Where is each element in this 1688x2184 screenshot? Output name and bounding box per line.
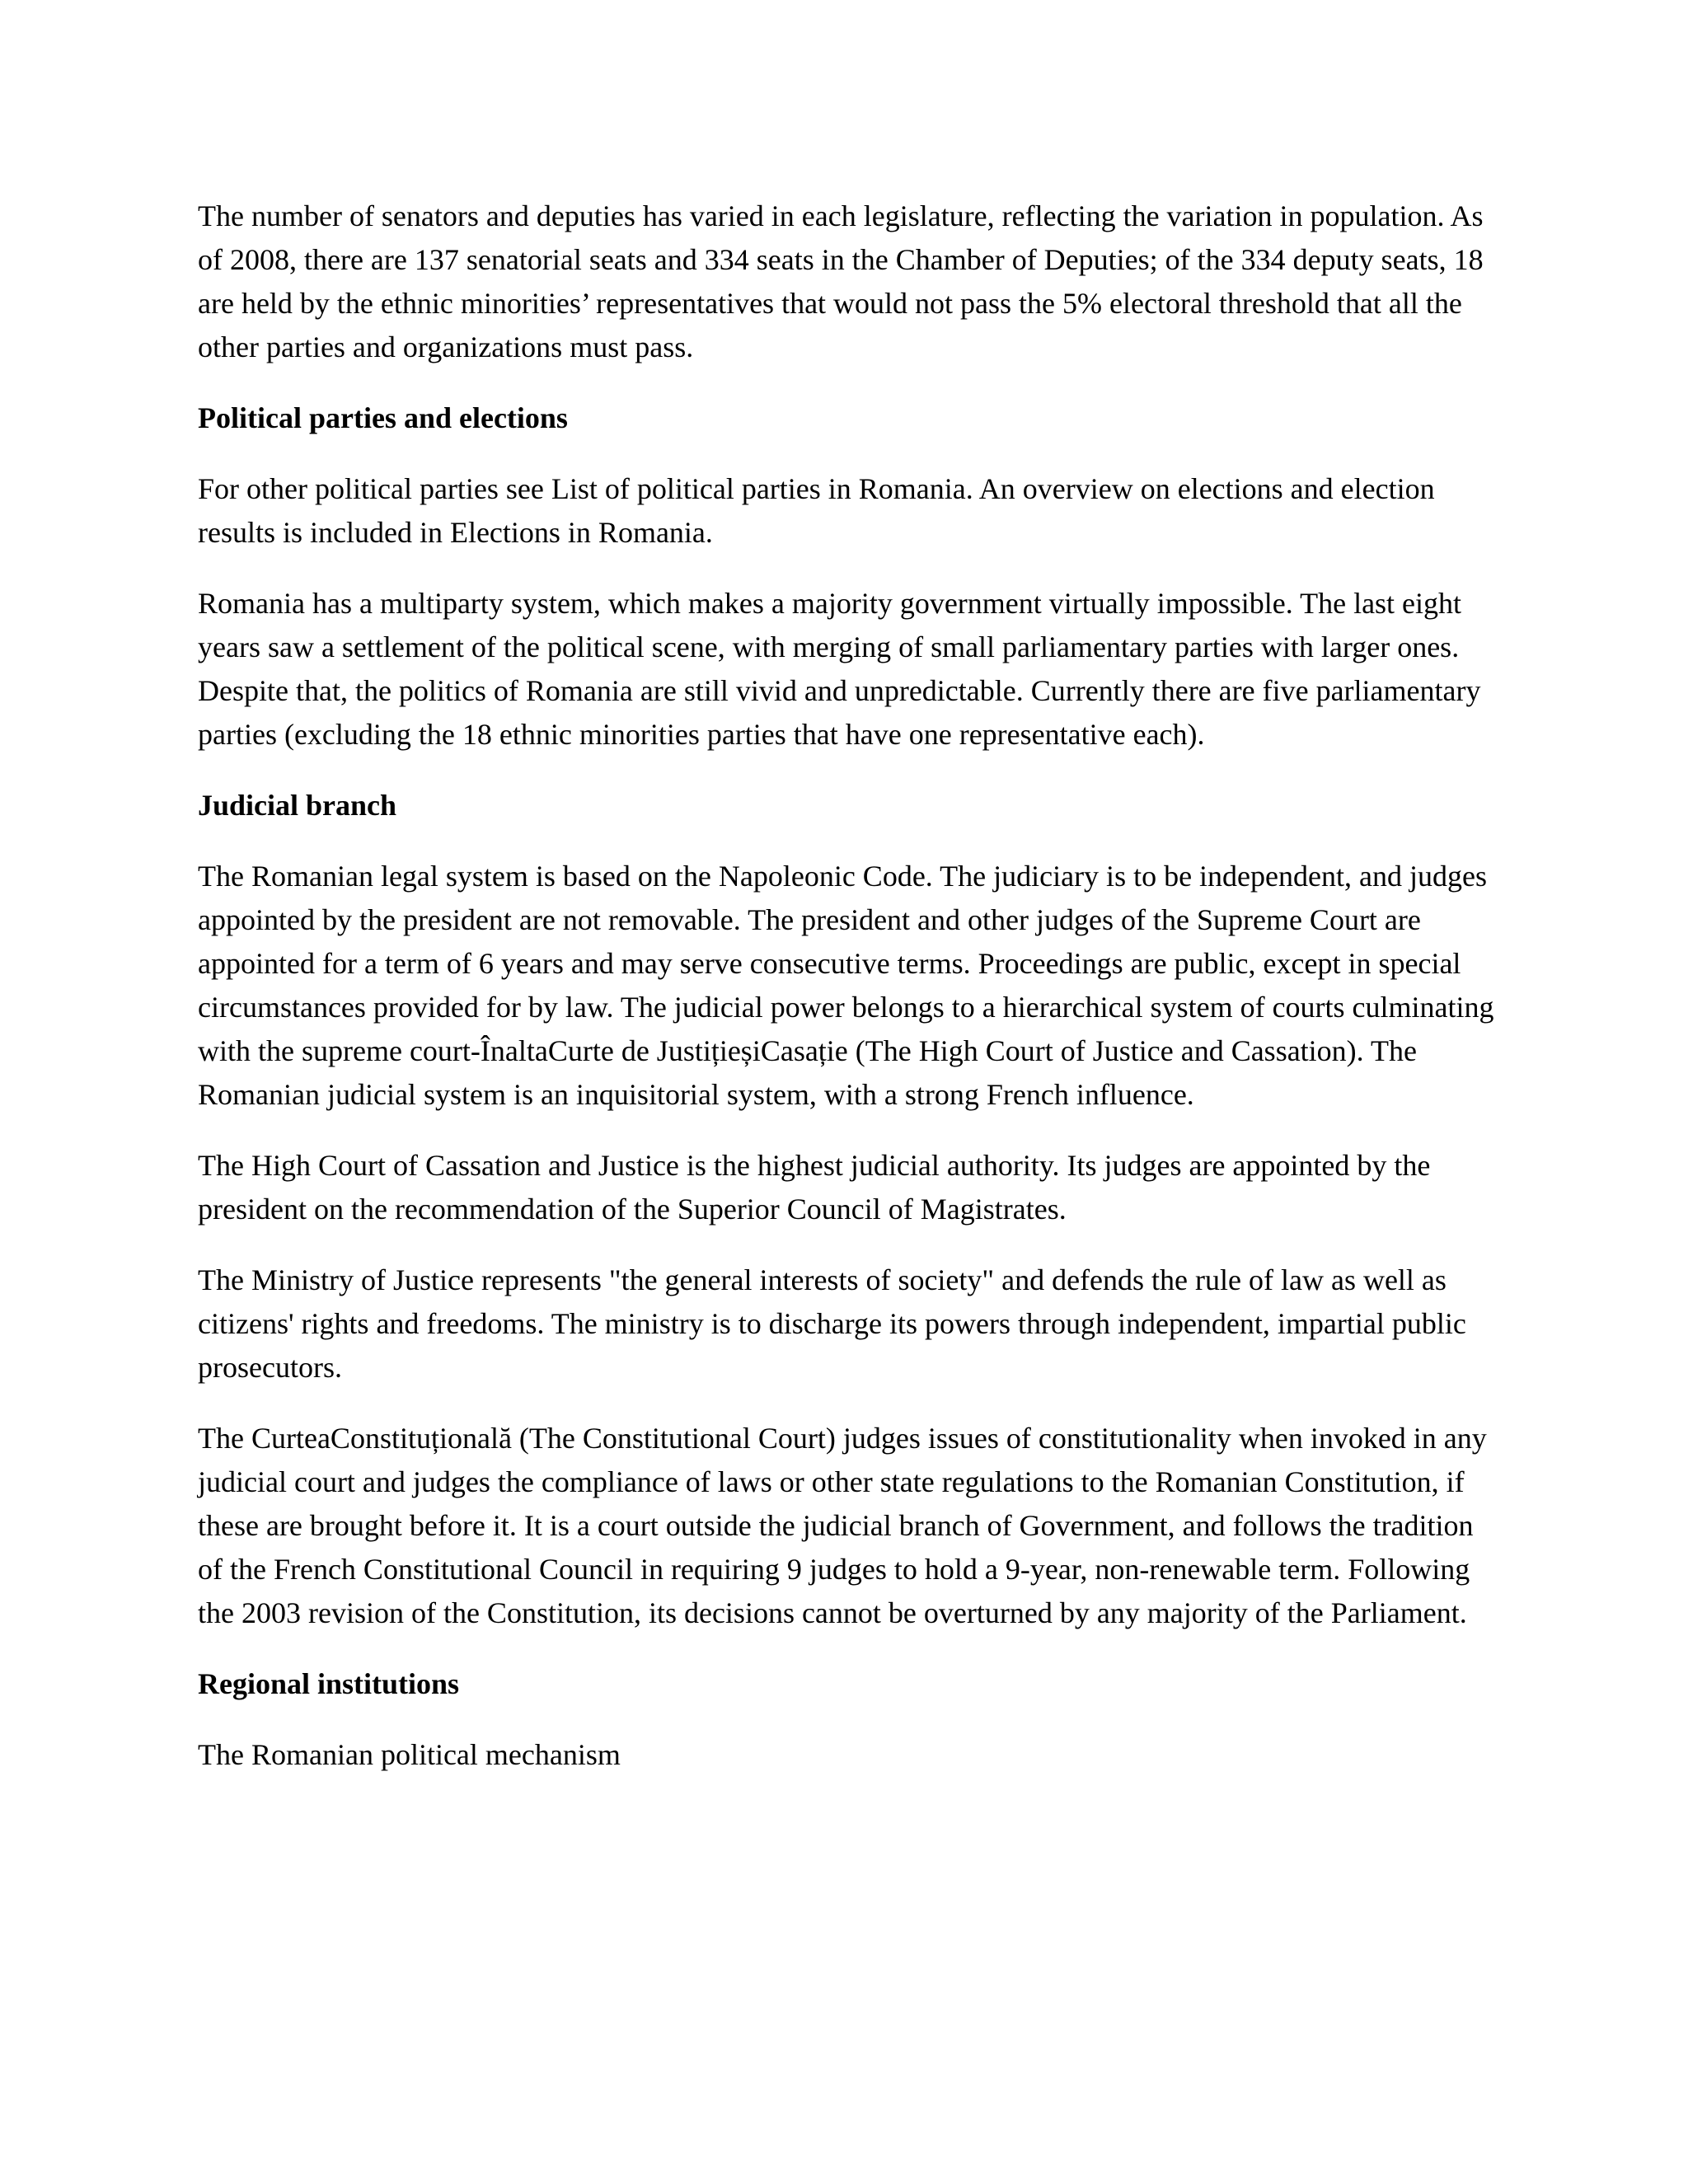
paragraph-legal-system: The Romanian legal system is based on the Napoleonic Code. The judiciary is to be independent, and judges appointed by the president are not removable. The president and other judges of the Supreme Court are appointed for a term of 6 years and may serve consecutive terms. Proceedings are public, except in special circumstances provided for by law. The judicial power belongs to a hierarchical system of courts culminating with the supreme court-ÎnaltaCurte de JustițieșiCasație (The High Court of Justice and Cassation). The Romanian judicial system is an inquisitorial system, with a strong French influence.: [198, 860, 1494, 1111]
heading-regional-institutions: Regional institutions: [198, 1667, 460, 1700]
paragraph-political-mechanism: The Romanian political mechanism: [198, 1738, 621, 1771]
heading-political-parties: Political parties and elections: [198, 401, 568, 434]
paragraph-high-court: The High Court of Cassation and Justice is the highest judicial authority. Its judges are appointed by the president on the recommendation of the Superior Council of Magistrates.: [198, 1149, 1431, 1226]
paragraph-ministry-justice: The Ministry of Justice represents "the general interests of society" and defends the rule of law as well as citizens' rights and freedoms. The ministry is to discharge its powers through independent, impartial public prosecutors.: [198, 1263, 1466, 1384]
document-body: [198, 194, 1500, 1804]
paragraph-other-parties: For other political parties see List of political parties in Romania. An overview on elections and election results is included in Elections in Romania.: [198, 472, 1435, 549]
paragraph-legislature-seats: The number of senators and deputies has varied in each legislature, reflecting the variation in population. As of 2008, there are 137 senatorial seats and 334 seats in the Chamber of Deputies; of the 334 deputy seats, 18 are held by the ethnic minorities’ representatives that would not pass the 5% electoral threshold that all the other parties and organizations must pass.: [198, 199, 1484, 363]
paragraph-constitutional-court: The CurteaConstituțională (The Constitutional Court) judges issues of constitutionality when invoked in any judicial court and judges the compliance of laws or other state regulations to the Romanian Constitution, if these are brought before it. It is a court outside the judicial branch of Government, and follows the tradition of the French Constitutional Council in requiring 9 judges to hold a 9-year, non-renewable term. Following the 2003 revision of the Constitution, its decisions cannot be overturned by any majority of the Parliament.: [198, 1422, 1487, 1629]
paragraph-multiparty-system: Romania has a multiparty system, which makes a majority government virtually impossible. The last eight years saw a settlement of the political scene, with merging of small parliamentary parties with larger ones. Despite that, the politics of Romania are still vivid and unpredictable. Currently there are five parliamentary parties (excluding the 18 ethnic minorities parties that have one representative each).: [198, 587, 1481, 751]
heading-judicial-branch: Judicial branch: [198, 789, 397, 822]
